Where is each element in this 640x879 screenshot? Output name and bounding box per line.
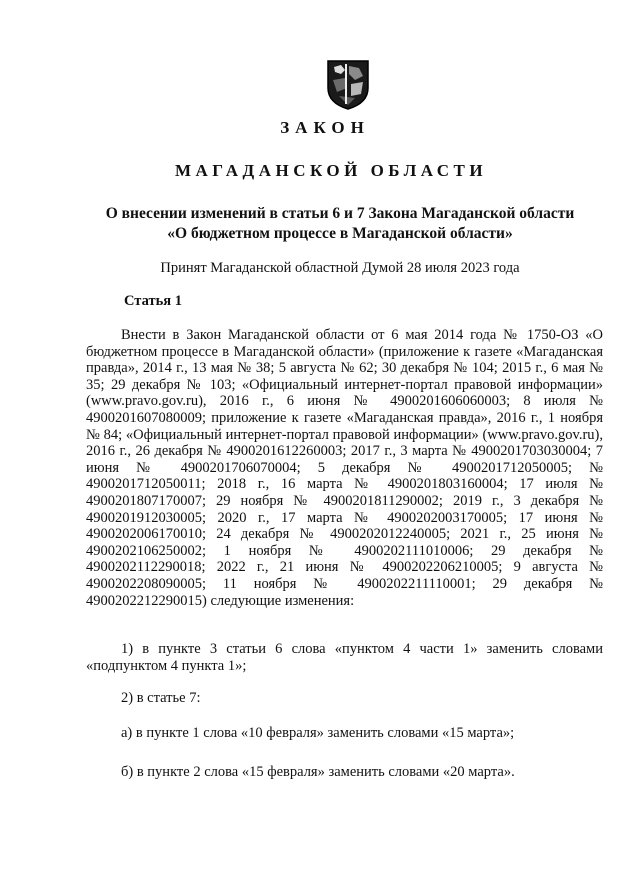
document-title: ЗАКОН	[280, 118, 370, 137]
amendment-item-2: 2) в статье 7:	[121, 690, 201, 706]
law-heading-line-1: О внесении изменений в статьи 6 и 7 Закона Магаданской области	[105, 205, 575, 222]
magadan-coat-of-arms-icon	[325, 58, 371, 110]
law-heading	[60, 204, 620, 244]
document-region: МАГАДАНСКОЙ ОБЛАСТИ	[174, 161, 488, 180]
article-title: Статья 1	[124, 293, 182, 309]
law-heading-line-2: «О бюджетном процессе в Магаданской области»	[167, 225, 513, 242]
adoption-statement: Принят Магаданской областной Думой 28 июля 2023 года	[160, 260, 520, 276]
amendment-subitem-b: б) в пункте 2 слова «15 февраля» заменить словами «20 марта».	[121, 764, 515, 780]
amendment-subitem-a: а) в пункте 1 слова «10 февраля» заменить словами «15 марта»;	[121, 725, 515, 741]
amendment-item-1: 1) в пункте 3 статьи 6 слова «пунктом 4 части 1» заменить словами «подпунктом 4 пункта 1»;	[86, 641, 603, 674]
article-body-paragraph: Внести в Закон Магаданской области от 6 мая 2014 года № 1750-ОЗ «О бюджетном процессе в Магаданской области» (приложение к газете «Магаданская правда», 2014 г., 13 мая № 38; 5 августа № 62; 30 декабря № 104; 2015 г., 6 мая № 35; 29 декабря № 103; «Официальный интернет-портал правовой информации» (www.pravo.gov.ru), 2016 г., 6 июня № 4900201606060003; 8 июля № 4900201607080009; приложение к газете «Магаданская правда», 2016 г., 1 ноября № 84; «Официальный интернет-портал правовой информации» (www.pravo.gov.ru), 2016 г., 26 декабря № 4900201612260003; 2017 г., 3 марта № 4900201703030004; 7 июня № 4900201706070004; 5 декабря № 4900201712050005; № 4900201712050011; 2018 г., 16 марта № 4900201803160004; 17 июля № 4900201807170007; 29 ноября № 4900201811290002; 2019 г., 3 декабря № 4900201912030005; 2020 г., 17 марта № 4900202003170005; 17 июня № 4900202006170010; 24 декабря № 4900202012240005; 2021 г., 25 июня № 4900202106250002; 1 ноября № 4900202111010006; 29 декабря № 4900202112290018; 2022 г., 21 июня № 4900202206210005; 9 августа № 4900202208090005; 11 ноября № 4900202211110001; 29 декабря № 4900202212290015) следующие изменения:	[86, 327, 603, 609]
